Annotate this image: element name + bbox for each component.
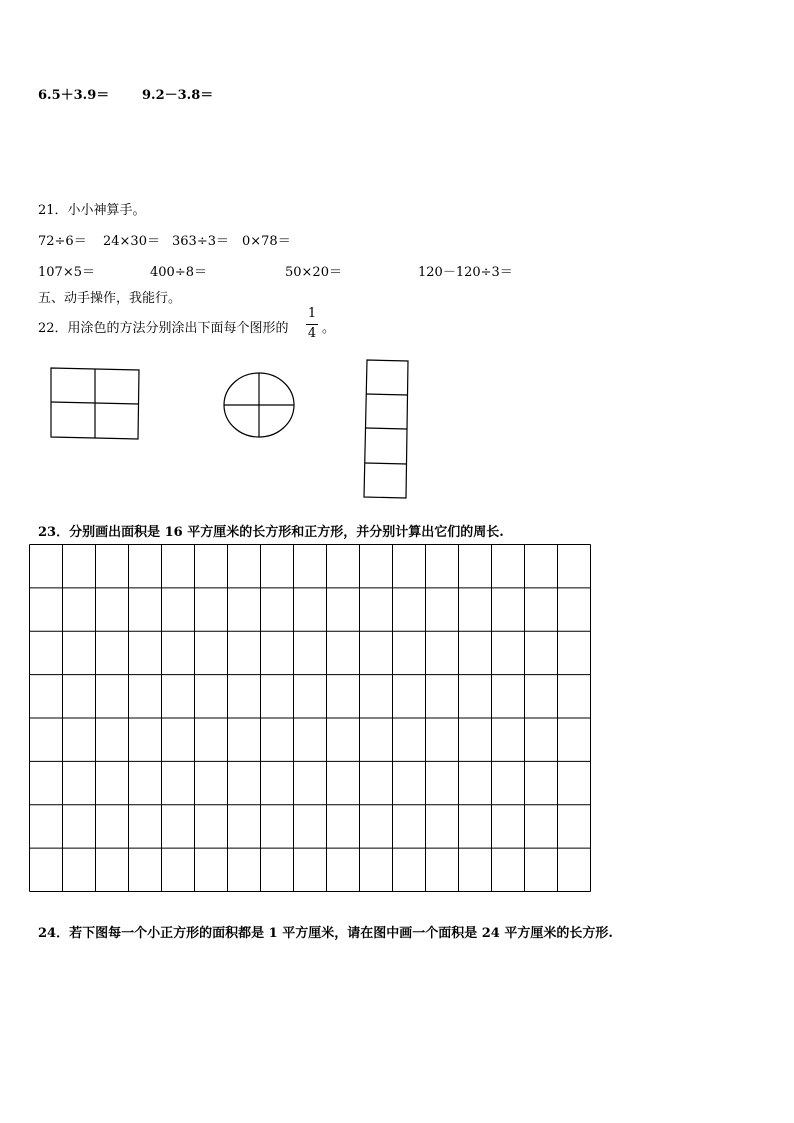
- strip-divider-1: [366, 394, 408, 395]
- q21-expr-5: 107×5＝: [38, 265, 95, 280]
- q21-expr-4: 0×78＝: [242, 234, 291, 249]
- section5-title: 五、动手操作，我能行。: [38, 291, 182, 306]
- q22-title: 22．用涂色的方法分别涂出下面每个图形的: [38, 321, 289, 336]
- shape-rectangle-quarters[interactable]: [51, 368, 139, 439]
- strip-divider-2: [365, 428, 407, 429]
- q22-suffix: 。: [322, 321, 336, 336]
- q21-expr-7: 50×20＝: [285, 265, 342, 280]
- drawing-grid[interactable]: [29, 544, 591, 892]
- q21-expr-2: 24×30＝: [103, 234, 160, 249]
- q23-title: 23．分别画出面积是 16 平方厘米的长方形和正方形，并分别计算出它们的周长.: [38, 525, 504, 540]
- expr-top-a: 6.5＋3.9＝: [38, 88, 110, 103]
- shape-circle-quarters[interactable]: [224, 373, 294, 437]
- q21-expr-6: 400÷8＝: [150, 265, 207, 280]
- expr-top-b: 9.2－3.8＝: [142, 88, 214, 103]
- strip-divider-3: [365, 463, 407, 464]
- q21-expr-8: 120－120÷3＝: [418, 265, 513, 280]
- q21-expr-3: 363÷3＝: [172, 234, 229, 249]
- q24-title: 24．若下图每一个小正方形的面积都是 1 平方厘米，请在图中画一个面积是 24 平方厘米的长方形.: [38, 926, 613, 941]
- fraction-denominator: 4: [307, 326, 317, 341]
- shape-strip-quarters[interactable]: [364, 360, 408, 498]
- q21-expr-1: 72÷6＝: [38, 234, 87, 249]
- fraction-numerator: 1: [307, 306, 317, 321]
- q21-title: 21．小小神算手。: [38, 203, 146, 218]
